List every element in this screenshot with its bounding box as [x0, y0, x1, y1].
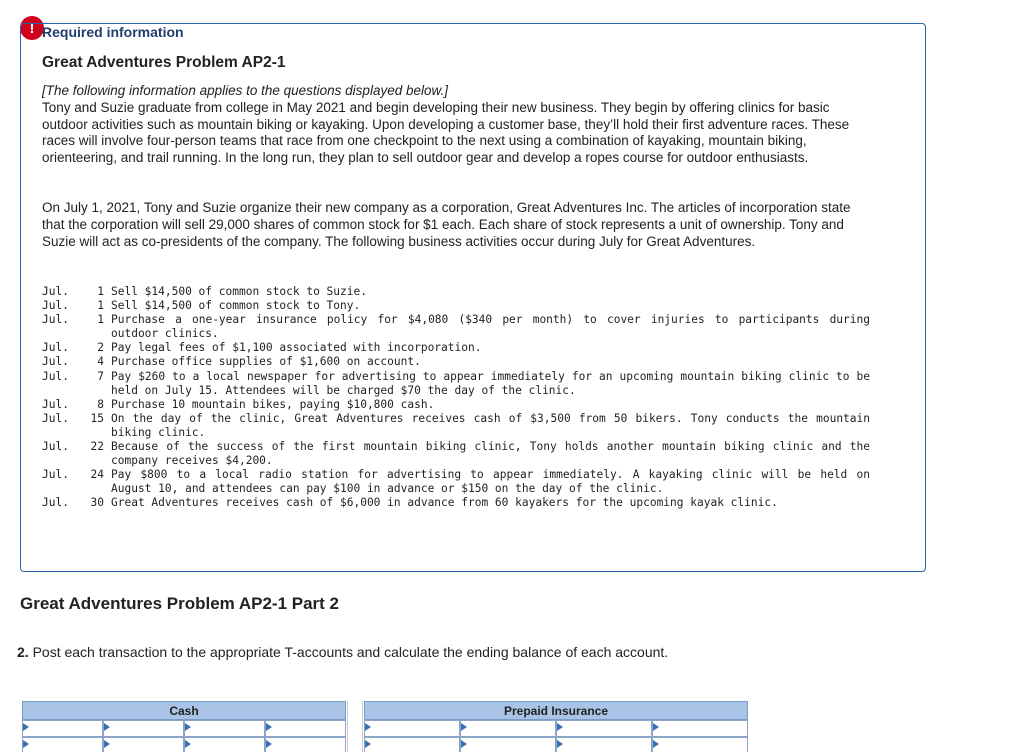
part-title: Great Adventures Problem AP2-1 Part 2: [20, 594, 340, 613]
t-account-entry-input[interactable]: [22, 737, 103, 752]
t-account-entry-input[interactable]: [364, 720, 460, 737]
question-number: 2.: [17, 644, 29, 660]
transaction-row: Jul. 8 Purchase 10 mountain bikes, paying $10,800 cash.: [42, 397, 435, 411]
t-account-amount-input[interactable]: [103, 720, 184, 737]
problem-title: Great Adventures Problem AP2-1: [42, 54, 286, 71]
t-account-entry-input[interactable]: [184, 737, 265, 752]
transaction-list: [42, 285, 870, 511]
intro-text: Tony and Suzie graduate from college in May 2021 and begin developing their new business. They begin by offering clinics for basic outdoor activities such as mountain biking or kayaking. Upon developing a customer base, they’ll hold their first adventure races. These races will involve four-person teams that race from one checkpoint to the next using a combination of kayaking, mountain biking, orienteering, and trail running. In the long run, they plan to sell outdoor gear and develop a ropes course for outdoor enthusiasts.: [42, 99, 850, 166]
t-account-amount-input[interactable]: [460, 737, 556, 752]
required-info-title: Required information: [42, 24, 184, 40]
question-text: 2. Post each transaction to the appropriate T-accounts and calculate the ending balance of each account.: [17, 644, 669, 660]
t-account-entry-input[interactable]: [364, 737, 460, 752]
t-account-amount-input[interactable]: [103, 737, 184, 752]
transaction-row: Jul. 30 Great Adventures receives cash of $6,000 in advance from 60 kayakers for the upcoming kayak clinic.: [42, 496, 778, 510]
company-paragraph: On July 1, 2021, Tony and Suzie organize their new company as a corporation, Great Adventures Inc. The articles of incorporation state that the corporation will sell 29,000 shares of common stock for $1 each. Each share of stock represents a unit of ownership. Tony and Suzie will act as co-presidents of the company. The following business activities occur during July for Great Adventures.: [42, 200, 851, 249]
t-account-entry-input[interactable]: [184, 720, 265, 737]
t-account-entry-input[interactable]: [22, 720, 103, 737]
transaction-row: Jul. 24 Pay $800 to a local radio station for advertising to appear immediately. A kayaking clinic will be held on August 10, and attendees can pay $100 in advance or $150 on the day of the clinic.: [42, 468, 870, 496]
intro-paragraph: [42, 83, 872, 167]
transaction-row: Jul. 22 Because of the success of the first mountain biking clinic, Tony holds another mountain biking clinic and the company receives $4,200.: [42, 440, 870, 468]
t-account-amount-input[interactable]: [652, 720, 748, 737]
transaction-row: Jul. 7 Pay $260 to a local newspaper for advertising to appear immediately for an upcoming mountain biking clinic to be held on July 15. Attendees will be charged $70 the day of the clinic.: [42, 369, 870, 397]
t-account-divider: [347, 701, 363, 752]
transaction-row: Jul. 4 Purchase office supplies of $1,600 on account.: [42, 355, 421, 369]
t-account-cash: [22, 701, 346, 752]
intro-italic-note: [The following information applies to the questions displayed below.]: [42, 83, 448, 98]
transaction-row: Jul. 1 Sell $14,500 of common stock to Tony.: [42, 299, 361, 313]
t-account-prepaid-insurance: [364, 701, 748, 752]
t-account-amount-input[interactable]: [265, 720, 346, 737]
t-account-amount-input[interactable]: [652, 737, 748, 752]
t-account-entry-input[interactable]: [556, 737, 652, 752]
t-account-title: Prepaid Insurance: [364, 701, 748, 720]
t-account-amount-input[interactable]: [460, 720, 556, 737]
transaction-row: Jul. 15 On the day of the clinic, Great Adventures receives cash of $3,500 from 50 bikers. Tony conducts the mountain biking clinic.: [42, 411, 870, 439]
t-account-amount-input[interactable]: [265, 737, 346, 752]
t-account-title: Cash: [22, 701, 346, 720]
t-account-entry-input[interactable]: [556, 720, 652, 737]
alert-icon: !: [20, 16, 44, 40]
transaction-row: Jul. 1 Purchase a one-year insurance policy for $4,080 ($340 per month) to cover injuries to participants during outdoor clinics.: [42, 313, 870, 341]
transaction-row: Jul. 2 Pay legal fees of $1,100 associated with incorporation.: [42, 341, 482, 355]
transaction-row: Jul. 1 Sell $14,500 of common stock to Suzie.: [42, 285, 367, 298]
